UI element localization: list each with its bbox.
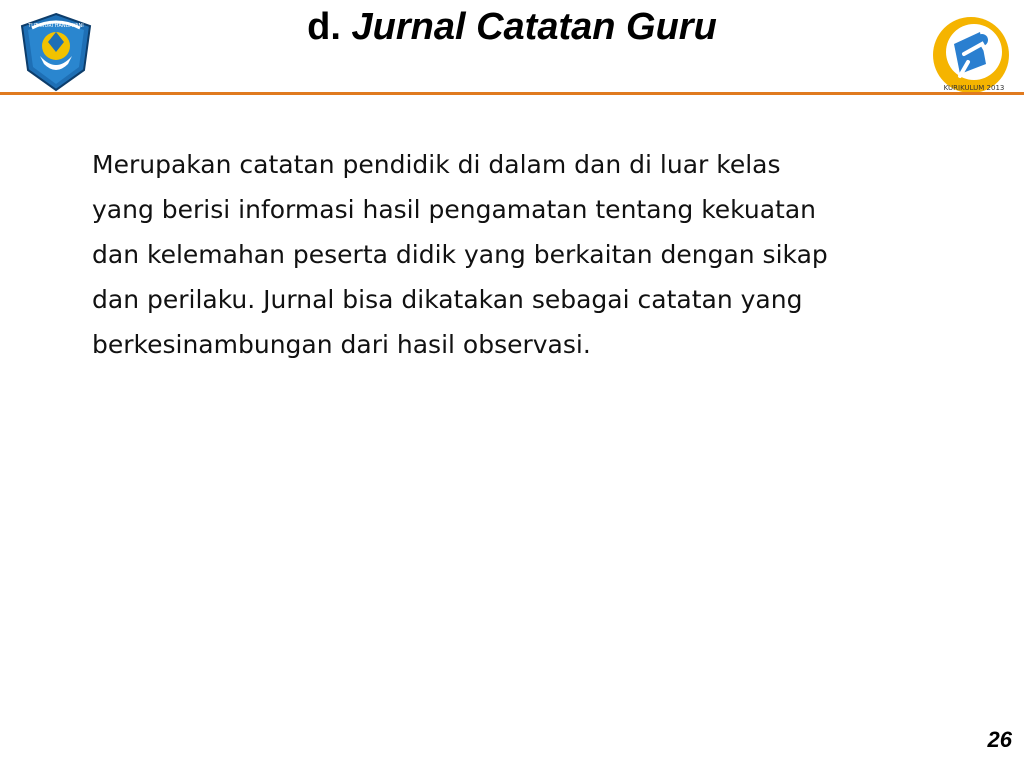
kurikulum-2013-logo-icon <box>930 14 1012 96</box>
body-line: berkesinambungan dari hasil observasi. <box>92 330 591 359</box>
k13-lettering: KURIKULUM 2013 <box>943 84 1005 92</box>
title-prefix: d. <box>307 6 341 48</box>
body-line: Merupakan catatan pendidik di dalam dan di luar kelas <box>92 150 781 179</box>
header-divider <box>0 92 1024 95</box>
slide-title <box>0 2 1024 52</box>
page-number: 26 <box>987 727 1012 752</box>
body-line: dan perilaku. Jurnal bisa dikatakan sebagai catatan yang <box>92 285 803 314</box>
body-paragraph <box>92 142 972 367</box>
title-main: Jurnal Catatan Guru <box>351 6 717 48</box>
body-line: yang berisi informasi hasil pengamatan tentang kekuatan <box>92 195 816 224</box>
emblem-lettering: TUT WURI HANDAYANI <box>28 23 84 29</box>
body-line: dan kelemahan peserta didik yang berkaitan dengan sikap <box>92 240 828 269</box>
